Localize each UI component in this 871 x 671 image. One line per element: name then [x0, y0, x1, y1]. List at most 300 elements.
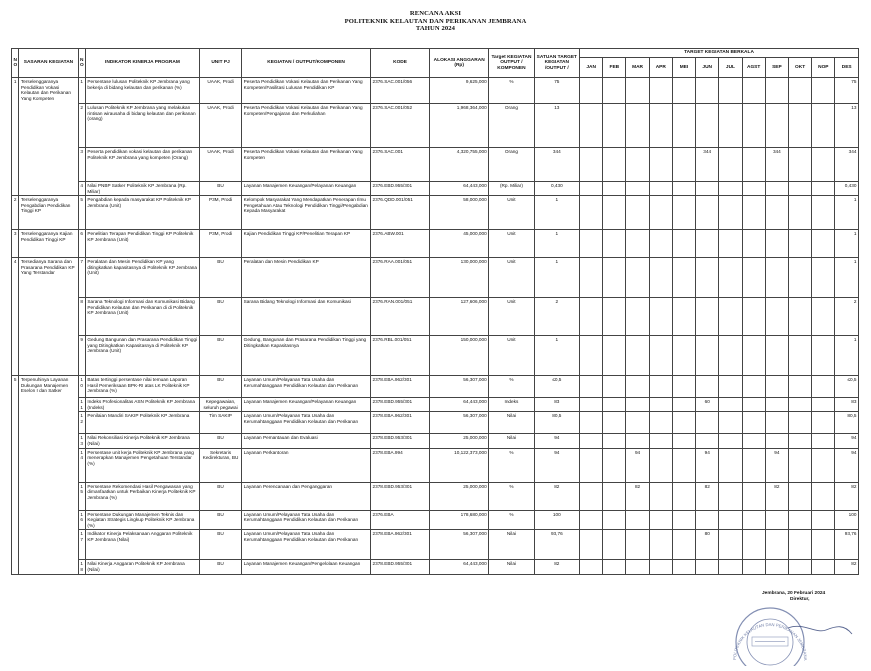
- alokasi-anggaran: 64,443,000: [430, 560, 489, 574]
- month-target: [696, 336, 719, 376]
- month-target: [765, 336, 788, 376]
- indikator-text: Gedung Bangunan dan Prasarana Pendidikan Tinggi yang Ditingkatkan Kapasitasnya di Politeknik KP Jembrana (Unit): [85, 336, 199, 376]
- alokasi-anggaran: 4,320,755,000: [430, 148, 489, 182]
- month-target: [649, 398, 672, 412]
- table-row: [12, 412, 859, 434]
- month-target: [788, 510, 811, 530]
- month-target: [812, 230, 835, 258]
- indikator-number: 13: [78, 434, 85, 448]
- month-target: [672, 448, 695, 482]
- month-target: [696, 182, 719, 196]
- kode: 2378.EBA.962/301: [370, 376, 429, 398]
- month-target: [580, 230, 603, 258]
- satuan: Unit: [489, 298, 534, 336]
- kode: 2378.EBA.994: [370, 448, 429, 482]
- kode: 2378.EBD.953/301: [370, 482, 429, 510]
- month-target: [580, 258, 603, 298]
- sasaran-text: Tersedianya Sarana dan Prasarana Pendidikan KP Yang Terstandar: [19, 258, 78, 376]
- month-target: [649, 448, 672, 482]
- table-row: [12, 530, 859, 560]
- month-target: [626, 104, 649, 148]
- header-indikator: INDIKATOR KINERJA PROGRAM: [85, 49, 199, 78]
- month-target: [649, 434, 672, 448]
- header-kegiatan: KEGIATAN / OUTPUT/KOMPONEN: [242, 49, 371, 78]
- satuan: (Rp. Miliar): [489, 182, 534, 196]
- unit-pj: P3M, Prodi: [199, 230, 241, 258]
- month-target: [580, 78, 603, 104]
- alokasi-anggaran: 127,606,000: [430, 298, 489, 336]
- month-target: [812, 78, 835, 104]
- month-target: 94: [626, 448, 649, 482]
- kode: 2376.QDD.001/051: [370, 196, 429, 230]
- header-no-2: NO: [78, 49, 85, 78]
- month-target: [603, 398, 626, 412]
- month-target: [788, 298, 811, 336]
- month-target: [603, 258, 626, 298]
- month-target: 0,430: [835, 182, 859, 196]
- month-target: [696, 298, 719, 336]
- sasaran-text: Terselenggaranya Kajian Pendidikan Tinggi KP: [19, 230, 78, 258]
- table-row: [12, 510, 859, 530]
- document-title: [0, 10, 871, 33]
- satuan: Nilai: [489, 530, 534, 560]
- indikator-text: Persentase Rekomendasi Hasil Pengawasan yang dimanfaatkan untuk Perbaikan Kinerja Politeknik KP Jembrana (%): [85, 482, 199, 510]
- month-target: [788, 336, 811, 376]
- satuan: %: [489, 510, 534, 530]
- kode: 2376.RAA.001/051: [370, 258, 429, 298]
- month-target: [719, 196, 742, 230]
- month-target: [626, 230, 649, 258]
- month-target: [742, 530, 765, 560]
- month-target: [719, 298, 742, 336]
- month-target: [603, 78, 626, 104]
- month-target: [742, 376, 765, 398]
- alokasi-anggaran: 9,625,000: [430, 78, 489, 104]
- month-header: JUL: [719, 58, 742, 78]
- month-target: [812, 148, 835, 182]
- month-target: [788, 376, 811, 398]
- target-value: 1: [534, 230, 579, 258]
- indikator-text: Sarana Teknologi Informasi dan Komunikasi Bidang Pendidikan Kelautan dan Perikanan di di Politeknik KP Jembrana (Unit): [85, 298, 199, 336]
- month-target: [788, 230, 811, 258]
- month-target: [696, 412, 719, 434]
- month-target: [580, 482, 603, 510]
- month-target: 82: [696, 482, 719, 510]
- header-no: NO: [12, 49, 19, 78]
- month-target: 344: [696, 148, 719, 182]
- month-target: [672, 510, 695, 530]
- month-target: [649, 104, 672, 148]
- month-target: 80,5: [835, 412, 859, 434]
- sasaran-text: Terselenggaranya Pengabdian Pendidikan Tinggi KP: [19, 196, 78, 230]
- header-kode: KODE: [370, 49, 429, 78]
- month-target: [603, 182, 626, 196]
- alokasi-anggaran: 56,307,000: [430, 530, 489, 560]
- kode: 2376.SAC.001/052: [370, 104, 429, 148]
- month-target: [672, 560, 695, 574]
- month-target: [719, 230, 742, 258]
- month-target: [812, 482, 835, 510]
- satuan: Indeks: [489, 398, 534, 412]
- month-header: NOP: [812, 58, 835, 78]
- month-target: [788, 398, 811, 412]
- kode: 2378.EBD.955/301: [370, 560, 429, 574]
- alokasi-anggaran: 1,968,364,000: [430, 104, 489, 148]
- kode: 2378.EBD.955/301: [370, 398, 429, 412]
- satuan: Nilai: [489, 560, 534, 574]
- month-target: [719, 560, 742, 574]
- satuan: %: [489, 448, 534, 482]
- month-target: [742, 434, 765, 448]
- month-target: [649, 412, 672, 434]
- month-target: 94: [696, 448, 719, 482]
- month-target: [812, 196, 835, 230]
- unit-pj: BU: [199, 530, 241, 560]
- indikator-text: Persentase Dukungan Manajemen Teknis dan Kegiatan Strategis Lingkup Politeknik KP Jembrana (%): [85, 510, 199, 530]
- indikator-text: Indikator Kinerja Pelaksanaan Anggaran Politeknik KP Jembrana (Nilai): [85, 530, 199, 560]
- indikator-text: Peserta pendidikan vokasi kelautan dan perikanan Politeknik KP Jembrana yang kompeten (Orang): [85, 148, 199, 182]
- sasaran-text: Terpenuhinya Layanan Dukungan Manajemen Eselon I dan Satker: [19, 376, 78, 574]
- month-target: [742, 482, 765, 510]
- month-target: 344: [765, 148, 788, 182]
- target-value: 75: [534, 78, 579, 104]
- table-row: [12, 196, 859, 230]
- month-target: [672, 78, 695, 104]
- indikator-number: 6: [78, 230, 85, 258]
- month-target: [649, 78, 672, 104]
- month-target: [696, 376, 719, 398]
- month-target: [719, 258, 742, 298]
- month-header: JAN: [580, 58, 603, 78]
- month-target: [696, 78, 719, 104]
- signature-date: Jembrana, 20 Februari 2024: [762, 591, 826, 596]
- indikator-text: Persentase lulusan Politeknik KP Jembrana yang bekerja di bidang kelautan dan perikanan (%): [85, 78, 199, 104]
- indikator-number: 3: [78, 148, 85, 182]
- month-target: [649, 336, 672, 376]
- month-target: [765, 510, 788, 530]
- month-target: [580, 510, 603, 530]
- month-target: [626, 298, 649, 336]
- month-target: [626, 412, 649, 434]
- kegiatan-text: Layanan Manajemen Keuangan/Pelayanan Keuangan: [242, 182, 371, 196]
- signature-stroke: [788, 626, 852, 634]
- alokasi-anggaran: 56,307,000: [430, 376, 489, 398]
- table-row: [12, 398, 859, 412]
- month-target: [719, 482, 742, 510]
- month-target: [719, 104, 742, 148]
- month-target: 93,76: [835, 530, 859, 560]
- month-target: [742, 230, 765, 258]
- satuan: Orang: [489, 148, 534, 182]
- alokasi-anggaran: 45,000,000: [430, 230, 489, 258]
- month-target: 80: [696, 530, 719, 560]
- indikator-number: 2: [78, 104, 85, 148]
- month-target: [603, 412, 626, 434]
- unit-pj: BU: [199, 258, 241, 298]
- month-target: [788, 412, 811, 434]
- month-target: [603, 560, 626, 574]
- indikator-text: Penilaian Mandiri SAKIP Politeknik KP Jembrana: [85, 412, 199, 434]
- month-target: [812, 530, 835, 560]
- month-target: [788, 482, 811, 510]
- target-value: 13: [534, 104, 579, 148]
- month-target: [742, 104, 765, 148]
- indikator-number: 5: [78, 196, 85, 230]
- indikator-text: Penelitian Terapan Pendidikan Tinggi KP Politeknik KP Jembrana (Unit): [85, 230, 199, 258]
- month-header: OKT: [788, 58, 811, 78]
- month-target: [788, 182, 811, 196]
- month-target: [580, 148, 603, 182]
- month-target: [719, 434, 742, 448]
- month-target: [626, 560, 649, 574]
- month-target: [788, 148, 811, 182]
- month-target: [626, 182, 649, 196]
- month-target: [603, 376, 626, 398]
- kegiatan-text: Kajian Pendidikan Tinggi KP/Penelitian Terapan KP: [242, 230, 371, 258]
- month-target: [580, 530, 603, 560]
- month-target: [742, 448, 765, 482]
- indikator-number: 15: [78, 482, 85, 510]
- indikator-text: Persentase unit kerja Politeknik KP Jembrana yang menerapkan Manajemen Pengetahuan Terstandar (%): [85, 448, 199, 482]
- month-header: MAR: [626, 58, 649, 78]
- month-target: [742, 336, 765, 376]
- month-target: [626, 530, 649, 560]
- month-target: 94: [835, 448, 859, 482]
- month-target: [626, 196, 649, 230]
- kode: 2378.EBA.962/301: [370, 530, 429, 560]
- month-target: [649, 510, 672, 530]
- month-target: 1: [835, 258, 859, 298]
- month-target: [812, 336, 835, 376]
- table-row: [12, 78, 859, 104]
- month-target: [603, 196, 626, 230]
- satuan: Nilai: [489, 434, 534, 448]
- kegiatan-text: Layanan Manajemen Keuangan/Pengelolaan Keuangan: [242, 560, 371, 574]
- month-target: 82: [626, 482, 649, 510]
- month-target: [603, 530, 626, 560]
- month-target: 75: [835, 78, 859, 104]
- month-target: [603, 482, 626, 510]
- month-target: [742, 182, 765, 196]
- month-target: [812, 434, 835, 448]
- kode: 2376.SAC.001: [370, 148, 429, 182]
- kode: 2376.RBL.001/051: [370, 336, 429, 376]
- table-row: [12, 336, 859, 376]
- sasaran-number: 2: [12, 196, 19, 230]
- kode: 2378.EBD.953/301: [370, 434, 429, 448]
- month-target: [672, 398, 695, 412]
- alokasi-anggaran: 10,122,373,000: [430, 448, 489, 482]
- month-target: [672, 530, 695, 560]
- indikator-number: 17: [78, 530, 85, 560]
- indikator-number: 9: [78, 336, 85, 376]
- month-target: [719, 398, 742, 412]
- month-target: 344: [835, 148, 859, 182]
- month-target: 83: [835, 398, 859, 412]
- alokasi-anggaran: 25,000,000: [430, 482, 489, 510]
- month-target: 13: [835, 104, 859, 148]
- month-target: [580, 376, 603, 398]
- month-target: [788, 448, 811, 482]
- month-target: [719, 376, 742, 398]
- kegiatan-text: Peserta Pendidikan Vokasi Kelautan dan Perikanan Yang Kompeten: [242, 148, 371, 182]
- month-target: [603, 104, 626, 148]
- month-target: [765, 398, 788, 412]
- month-header: MEI: [672, 58, 695, 78]
- month-target: [788, 258, 811, 298]
- month-target: [742, 148, 765, 182]
- month-target: 2: [835, 298, 859, 336]
- month-target: [765, 104, 788, 148]
- table-row: [12, 148, 859, 182]
- sasaran-number: 5: [12, 376, 19, 574]
- satuan: %: [489, 376, 534, 398]
- alokasi-anggaran: 58,000,000: [430, 196, 489, 230]
- table-row: [12, 448, 859, 482]
- month-target: [765, 560, 788, 574]
- unit-pj: BU: [199, 376, 241, 398]
- indikator-text: Pengabdian kepada masyarakat KP Politeknik KP Jembrana (Unit): [85, 196, 199, 230]
- month-header: AGST: [742, 58, 765, 78]
- kegiatan-text: Layanan Perkantoran: [242, 448, 371, 482]
- month-target: [719, 148, 742, 182]
- target-value: 1: [534, 196, 579, 230]
- month-target: [649, 148, 672, 182]
- month-target: [672, 182, 695, 196]
- indikator-number: 1: [78, 78, 85, 104]
- table-row: [12, 560, 859, 574]
- month-target: [603, 448, 626, 482]
- header-alokasi: ALOKASI ANGGARAN (Rp): [430, 49, 489, 78]
- month-target: [765, 230, 788, 258]
- month-target: [649, 196, 672, 230]
- indikator-number: 11: [78, 398, 85, 412]
- table-row: [12, 482, 859, 510]
- title-line-1: RENCANA AKSI: [409, 10, 462, 17]
- month-target: [719, 336, 742, 376]
- unit-pj: BU: [199, 434, 241, 448]
- month-target: [788, 78, 811, 104]
- month-target: [672, 376, 695, 398]
- indikator-text: Indeks Profesionalitas ASN Politeknik KP Jembrana (Indeks): [85, 398, 199, 412]
- month-target: 82: [765, 482, 788, 510]
- month-target: [812, 376, 835, 398]
- kegiatan-text: Peserta Pendidikan Vokasi Kelautan dan Perikanan Yang Kompeten/Fasilitasi Lulusan Pendidikan KP: [242, 78, 371, 104]
- month-target: [603, 230, 626, 258]
- month-target: [626, 376, 649, 398]
- month-target: [696, 230, 719, 258]
- target-value: 82: [534, 482, 579, 510]
- month-target: 82: [835, 482, 859, 510]
- month-target: [742, 560, 765, 574]
- month-target: [672, 230, 695, 258]
- month-target: [649, 258, 672, 298]
- month-target: [719, 530, 742, 560]
- month-target: [649, 560, 672, 574]
- month-target: [719, 182, 742, 196]
- kode: 2376.RAN.001/051: [370, 298, 429, 336]
- kegiatan-text: Layanan Pemantauan dan Evaluasi: [242, 434, 371, 448]
- unit-pj: BU: [199, 336, 241, 376]
- month-header: DES: [835, 58, 859, 78]
- unit-pj: Sekretaris Kedirekturan, BU: [199, 448, 241, 482]
- unit-pj: BU: [199, 560, 241, 574]
- alokasi-anggaran: 178,680,000: [430, 510, 489, 530]
- month-target: [603, 510, 626, 530]
- alokasi-anggaran: 25,000,000: [430, 434, 489, 448]
- table-row: [12, 298, 859, 336]
- indikator-number: 4: [78, 182, 85, 196]
- table-row: [12, 258, 859, 298]
- unit-pj: Kepegawaian, seluruh pegawai: [199, 398, 241, 412]
- month-target: [696, 510, 719, 530]
- kegiatan-text: Layanan Umum/Pelayanan Tata Usaha dan Kerumahtanggaan Pendidikan Kelautan dan Perikanan: [242, 376, 371, 398]
- month-target: [696, 560, 719, 574]
- target-value: 93,76: [534, 530, 579, 560]
- target-value: 80,5: [534, 412, 579, 434]
- month-target: [626, 258, 649, 298]
- month-target: [603, 336, 626, 376]
- month-target: [812, 182, 835, 196]
- month-header: JUN: [696, 58, 719, 78]
- month-target: [580, 448, 603, 482]
- stamp-arc-text: POLITEKNIK KELAUTAN DAN PERIKANAN JEMBRANA: [731, 621, 809, 661]
- target-value: 94: [534, 434, 579, 448]
- month-target: [742, 196, 765, 230]
- target-value: 94: [534, 448, 579, 482]
- month-target: [742, 412, 765, 434]
- sasaran-number: 3: [12, 230, 19, 258]
- action-plan-table: [11, 48, 859, 575]
- unit-pj: BU: [199, 510, 241, 530]
- indikator-text: Peralatan dan Mesin Pendidikan KP yang ditingkatkan kapasitasnya di Politeknik KP Jembrana (Unit): [85, 258, 199, 298]
- month-target: 1: [835, 196, 859, 230]
- month-target: [603, 434, 626, 448]
- title-line-3: TAHUN 2024: [415, 25, 456, 33]
- month-target: [626, 148, 649, 182]
- month-target: [649, 530, 672, 560]
- indikator-text: Nilai Kinerja Anggaran Politeknik KP Jembrana (Nilai): [85, 560, 199, 574]
- unit-pj: BU: [199, 298, 241, 336]
- target-value: 100: [534, 510, 579, 530]
- month-target: [765, 196, 788, 230]
- month-target: [812, 398, 835, 412]
- month-target: [626, 336, 649, 376]
- satuan: Orang: [489, 104, 534, 148]
- month-header: APR: [649, 58, 672, 78]
- month-target: [603, 298, 626, 336]
- month-target: [672, 412, 695, 434]
- kegiatan-text: Layanan Manajemen Keuangan/Pelayanan Keuangan: [242, 398, 371, 412]
- kode: 2376.ABW.001: [370, 230, 429, 258]
- month-target: [812, 510, 835, 530]
- table-row: [12, 182, 859, 196]
- month-target: [649, 298, 672, 336]
- month-target: [580, 434, 603, 448]
- header-target-kegiatan: Target KEGIATAN OUTPUT / KOMPONEN: [489, 49, 534, 78]
- sasaran-number: 4: [12, 258, 19, 376]
- month-target: ≤0,5: [835, 376, 859, 398]
- month-target: [626, 78, 649, 104]
- month-target: [603, 148, 626, 182]
- month-target: [765, 376, 788, 398]
- kegiatan-text: Peserta Pendidikan Vokasi Kelautan dan Perikanan Yang Kompeten/Pengajaran dan Perkuliahan: [242, 104, 371, 148]
- table-row: [12, 230, 859, 258]
- month-target: [672, 336, 695, 376]
- month-target: [788, 560, 811, 574]
- alokasi-anggaran: 64,443,000: [430, 398, 489, 412]
- alokasi-anggaran: 64,443,000: [430, 182, 489, 196]
